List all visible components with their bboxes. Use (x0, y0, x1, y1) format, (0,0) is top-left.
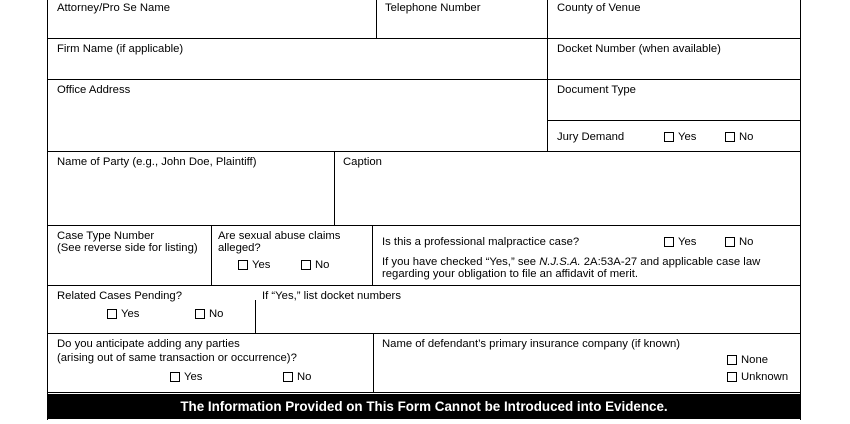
related-yes-label: Yes (121, 308, 140, 320)
attorney-name-field[interactable] (49, 18, 375, 37)
telephone-field[interactable] (378, 18, 546, 37)
jury-no-checkbox[interactable] (725, 132, 735, 142)
insurance-none-label: None (741, 354, 769, 366)
adding-parties-label-line2: (arising out of same transaction or occurrence)? (57, 352, 297, 364)
county-field[interactable] (549, 18, 799, 37)
related-yes-checkbox[interactable] (107, 309, 117, 319)
firm-label: Firm Name (if applicable) (57, 43, 184, 55)
insurance-unknown-label: Unknown (741, 371, 789, 383)
affidavit-note-pre: If you have checked “Yes,” see (382, 256, 540, 268)
rule-sexual-left (211, 225, 212, 285)
telephone-label: Telephone Number (385, 2, 481, 14)
docket-numbers-label: If “Yes,” list docket numbers (262, 290, 401, 302)
rule-malpractice-left (372, 225, 373, 285)
jury-yes-checkbox[interactable] (664, 132, 674, 142)
office-address-field[interactable] (49, 98, 546, 150)
adding-parties-no-checkbox[interactable] (283, 372, 293, 382)
rule-row2-top (47, 38, 801, 39)
insurance-none-checkbox[interactable] (727, 355, 737, 365)
firm-name-field[interactable] (49, 56, 546, 78)
sexual-abuse-yes-label: Yes (252, 259, 271, 271)
rule-right (800, 0, 801, 420)
rule-row3-top (47, 79, 801, 80)
affidavit-note-post: 2A:53A-27 and applicable case law (580, 256, 761, 268)
caption-field[interactable] (336, 172, 799, 224)
rule-row5-top (47, 225, 801, 226)
sexual-abuse-no-label: No (315, 259, 330, 271)
office-address-label: Office Address (57, 84, 131, 96)
county-label: County of Venue (557, 2, 641, 14)
document-type-label: Document Type (557, 84, 636, 96)
malpractice-no-checkbox[interactable] (725, 237, 735, 247)
insurance-company-label: Name of defendant’s primary insurance company (if known) (382, 338, 681, 350)
sexual-abuse-yes-checkbox[interactable] (238, 260, 248, 270)
sexual-abuse-label-line2: alleged? (218, 242, 261, 254)
related-cases-label: Related Cases Pending? (57, 290, 182, 302)
related-no-checkbox[interactable] (195, 309, 205, 319)
affidavit-note-line2: regarding your obligation to file an affidavit of merit. (382, 268, 639, 280)
document-type-field[interactable] (549, 98, 799, 119)
evidence-notice-banner: The Information Provided on This Form Cannot be Introduced into Evidence. (47, 394, 801, 419)
docket-numbers-field[interactable] (257, 303, 799, 332)
party-name-field[interactable] (49, 172, 333, 224)
attorney-label: Attorney/Pro Se Name (57, 2, 171, 14)
docket-label: Docket Number (when available) (557, 43, 721, 55)
sexual-abuse-label-line1: Are sexual abuse claims (218, 230, 341, 242)
related-no-label: No (209, 308, 224, 320)
caption-label: Caption (343, 156, 382, 168)
adding-parties-yes-checkbox[interactable] (170, 372, 180, 382)
adding-parties-yes-label: Yes (184, 371, 203, 383)
jury-demand-label: Jury Demand (557, 131, 625, 143)
rule-row4-top (47, 151, 801, 152)
rule-row6-top (47, 285, 801, 286)
malpractice-no-label: No (739, 236, 754, 248)
adding-parties-no-label: No (297, 371, 312, 383)
malpractice-yes-label: Yes (678, 236, 697, 248)
insurance-company-field[interactable] (375, 352, 720, 391)
docket-number-field[interactable] (549, 56, 799, 78)
case-type-field[interactable] (49, 258, 210, 284)
jury-yes-label: Yes (678, 131, 697, 143)
malpractice-yes-checkbox[interactable] (664, 237, 674, 247)
adding-parties-label-line1: Do you anticipate adding any parties (57, 338, 240, 350)
insurance-unknown-checkbox[interactable] (727, 372, 737, 382)
party-name-label: Name of Party (e.g., John Doe, Plaintiff) (57, 156, 257, 168)
jury-no-label: No (739, 131, 754, 143)
affidavit-note-statute: N.J.S.A. (539, 256, 581, 268)
rule-row7-top (47, 333, 801, 334)
malpractice-question: Is this a professional malpractice case? (382, 236, 580, 248)
case-type-label-line2: (See reverse side for listing) (57, 242, 198, 254)
rule-jury-top (547, 120, 801, 121)
sexual-abuse-no-checkbox[interactable] (301, 260, 311, 270)
case-type-label-line1: Case Type Number (57, 230, 155, 242)
